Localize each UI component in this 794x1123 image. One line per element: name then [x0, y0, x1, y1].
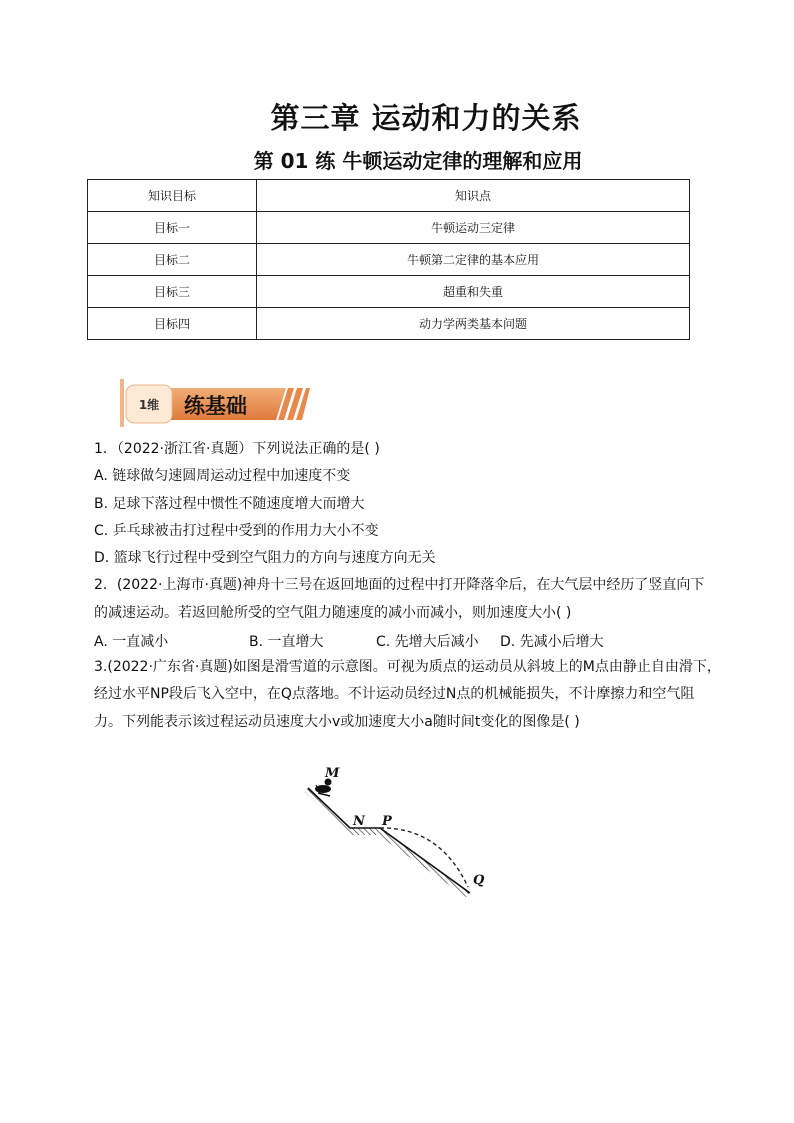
ski-slope-diagram: [290, 755, 510, 915]
point-q-label: Q: [473, 873, 485, 888]
table-cell: 目标二: [88, 244, 257, 276]
question-2-option-a: A. 一直减小: [94, 634, 169, 650]
question-2-stem-line-1: 2．(2022·上海市·真题)神舟十三号在返回地面的过程中打开降落伞后，在大气层中经历了竖直向下: [94, 577, 705, 593]
point-n-label: N: [353, 814, 365, 829]
table-row: [88, 276, 690, 308]
skier-icon: [315, 779, 332, 797]
table-cell: 动力学两类基本问题: [257, 308, 690, 340]
table-cell: 超重和失重: [257, 276, 690, 308]
banner-label: 练基础: [184, 394, 247, 418]
table-cell: 目标四: [88, 308, 257, 340]
question-3-stem-line-2: 经过水平NP段后飞入空中，在Q点落地。不计运动员经过N点的机械能损失，不计摩擦力和空气阻: [94, 686, 695, 702]
table-cell: 牛顿第二定律的基本应用: [257, 244, 690, 276]
question-1-option-a: A. 链球做匀速圆周运动过程中加速度不变: [94, 468, 351, 484]
question-2-option-b: B. 一直增大: [249, 634, 324, 650]
question-3-stem-line-3: 力。下列能表示该过程运动员速度大小v或加速度大小a随时间t变化的图像是( ): [94, 714, 580, 730]
goals-table: [87, 179, 690, 340]
table-row: [88, 308, 690, 340]
point-p-label: P: [382, 814, 392, 829]
table-row: [88, 244, 690, 276]
chapter-title: 第三章 运动和力的关系: [270, 101, 582, 135]
table-header-row: [88, 180, 690, 212]
section-title: 第 01 练 牛顿运动定律的理解和应用: [253, 149, 583, 173]
question-2-option-d: D. 先减小后增大: [500, 634, 604, 650]
section-banner: [120, 379, 310, 427]
table-cell: 牛顿运动三定律: [257, 212, 690, 244]
table-cell: 目标三: [88, 276, 257, 308]
question-2-option-c: C. 先增大后减小: [376, 634, 479, 650]
banner-badge-label: 1维: [138, 398, 160, 412]
table-row: [88, 212, 690, 244]
point-m-label: M: [325, 766, 340, 781]
slope-hatch: [305, 788, 470, 897]
table-header-cell: 知识点: [257, 180, 690, 212]
question-3-stem-line-1: 3.(2022·广东省·真题)如图是滑雪道的示意图。可视为质点的运动员从斜坡上的M点由静止自由滑下，: [94, 659, 721, 675]
question-2-stem-line-2: 的减速运动。若返回舱所受的空气阻力随速度的减小而减小，则加速度大小( ): [94, 605, 572, 621]
banner-left-bar: [120, 379, 124, 427]
table-header-cell: 知识目标: [88, 180, 257, 212]
question-1-option-c: C. 乒乓球被击打过程中受到的作用力大小不变: [94, 523, 379, 539]
table-cell: 目标一: [88, 212, 257, 244]
question-1-option-d: D. 篮球飞行过程中受到空气阻力的方向与速度方向无关: [94, 550, 436, 566]
question-1-option-b: B. 足球下落过程中惯性不随速度增大而增大: [94, 496, 365, 512]
question-1-stem: 1．（2022·浙江省·真题）下列说法正确的是( ): [94, 441, 380, 457]
